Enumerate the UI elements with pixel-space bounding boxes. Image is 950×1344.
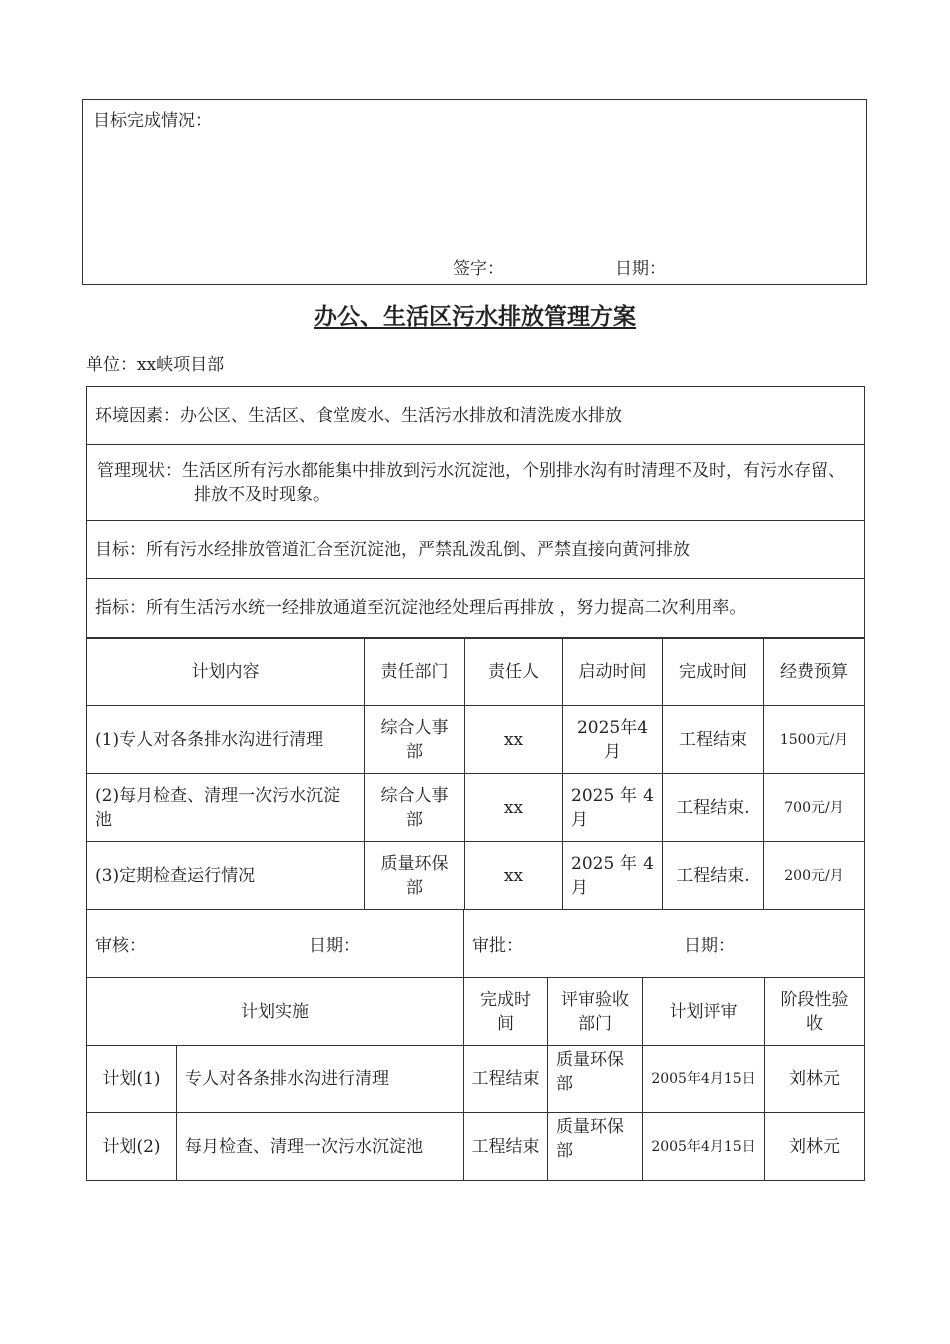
header-complete-time: 完成时间 (464, 978, 548, 1046)
header-stage-accept: 阶段性验 收 (765, 978, 865, 1046)
plan-content: (2)每月检查、清理一次污水沉淀池 (87, 774, 365, 842)
plan-person: xx (465, 842, 563, 910)
table-row (87, 842, 865, 910)
document-title: 办公、生活区污水排放管理方案 (314, 303, 636, 330)
sign-label: 签字： (453, 259, 504, 279)
header-dept: 责任部门 (365, 639, 465, 706)
table-row (87, 706, 865, 774)
plan-start: 2025 年 4 月 (563, 774, 663, 842)
table-row (87, 1046, 865, 1113)
plan-person: xx (465, 706, 563, 774)
header-plan-review: 计划评审 (643, 978, 765, 1046)
plan-table (86, 638, 865, 910)
plan-dept: 综合人事部 (365, 774, 465, 842)
plan-end: 工程结束 (663, 706, 764, 774)
table-row (87, 774, 865, 842)
header-content: 计划内容 (87, 639, 365, 706)
review-cell (87, 910, 464, 978)
plan-budget: 700元/月 (764, 774, 865, 842)
plan-content: (1)专人对各条排水沟进行清理 (87, 706, 365, 774)
mgmt-status: 管理现状：生活区所有污水都能集中排放到污水沉淀池，个别排水沟有时清理不及时，有污水存留、排放不及时现象。 (87, 445, 865, 521)
table-row (87, 1113, 865, 1181)
plan-start: 2025年4月 (563, 706, 663, 774)
header-person: 责任人 (465, 639, 563, 706)
impl-end: 工程结束 (464, 1046, 548, 1113)
review-label: 审核： (95, 936, 146, 956)
unit-line: 单位：xx峡项目部 (86, 355, 225, 375)
plan-budget: 200元/月 (764, 842, 865, 910)
info-table (86, 386, 865, 638)
approve-label: 审批： (472, 936, 523, 956)
approval-table (86, 909, 865, 978)
plan-end: 工程结束. (663, 774, 764, 842)
date-label: 日期： (615, 259, 666, 279)
impl-review: 2005年4月15日 (643, 1113, 765, 1181)
impl-plan: 计划(2) (87, 1113, 177, 1181)
plan-budget: 1500元/月 (764, 706, 865, 774)
plan-dept: 综合人事部 (365, 706, 465, 774)
impl-table (86, 977, 865, 1181)
impl-accept: 刘林元 (765, 1113, 865, 1181)
plan-end: 工程结束. (663, 842, 764, 910)
impl-review: 2005年4月15日 (643, 1046, 765, 1113)
impl-dept: 质量环保部 (548, 1046, 643, 1113)
impl-content: 每月检查、清理一次污水沉淀池 (177, 1113, 464, 1181)
impl-dept: 质量环保部 (548, 1113, 643, 1181)
completion-box (82, 99, 867, 285)
env-factor: 环境因素：办公区、生活区、食堂废水、生活污水排放和清洗废水排放 (87, 387, 865, 445)
header-plan-impl: 计划实施 (87, 978, 464, 1046)
plan-dept: 质量环保部 (365, 842, 465, 910)
approve-date-label: 日期： (684, 936, 735, 956)
header-start: 启动时间 (563, 639, 663, 706)
header-review-dept: 评审验收部门 (548, 978, 643, 1046)
impl-content: 专人对各条排水沟进行清理 (177, 1046, 464, 1113)
plan-person: xx (465, 774, 563, 842)
completion-label: 目标完成情况： (93, 111, 212, 131)
impl-end: 工程结束 (464, 1113, 548, 1181)
impl-accept: 刘林元 (765, 1046, 865, 1113)
header-end: 完成时间 (663, 639, 764, 706)
review-date-label: 日期： (309, 936, 360, 956)
plan-start: 2025 年 4 月 (563, 842, 663, 910)
header-budget: 经费预算 (764, 639, 865, 706)
target: 目标：所有污水经排放管道汇合至沉淀池，严禁乱泼乱倒、严禁直接向黄河排放 (87, 521, 865, 579)
indicator: 指标：所有生活污水统一经排放通道至沉淀池经处理后再排放 ，努力提高二次利用率。 (87, 579, 865, 638)
impl-plan: 计划(1) (87, 1046, 177, 1113)
approve-cell (464, 910, 865, 978)
plan-content: (3)定期检查运行情况 (87, 842, 365, 910)
